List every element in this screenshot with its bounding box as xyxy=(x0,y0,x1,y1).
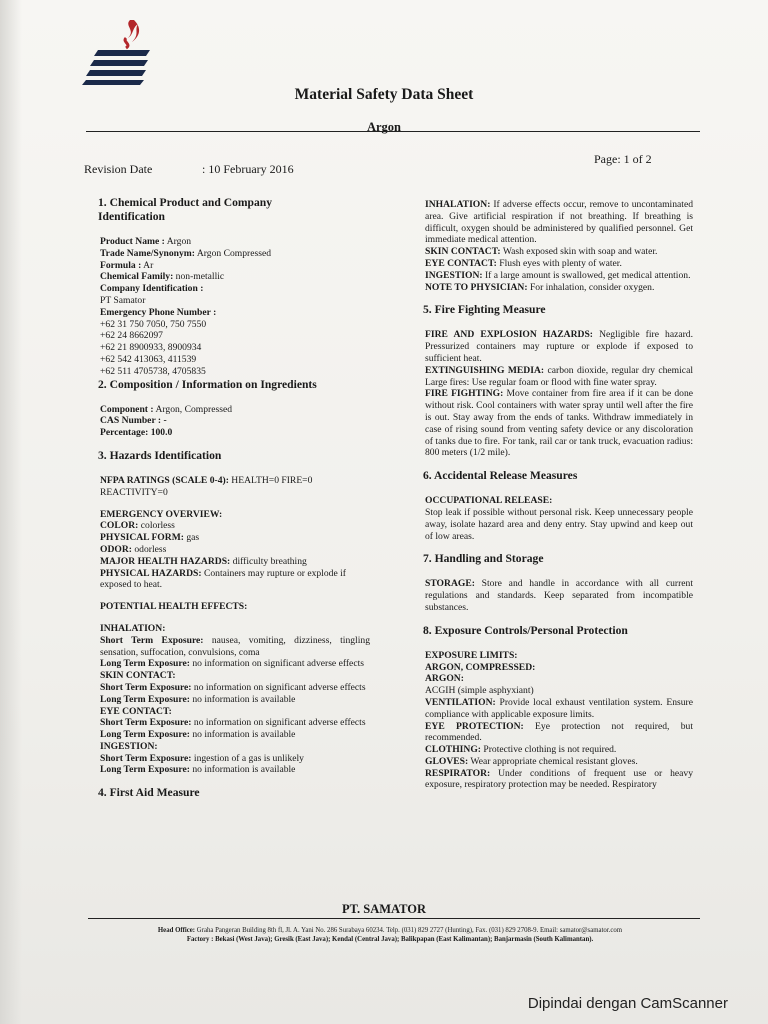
chemical-family-value: non-metallic xyxy=(173,271,225,283)
head-office-label: Head Office: xyxy=(157,927,196,934)
reactivity: REACTIVITY=0 xyxy=(100,486,168,498)
short-term-label: Short Term Exposure: xyxy=(100,717,192,729)
long-term-label: Long Term Exposure: xyxy=(100,693,190,705)
nfpa-value: HEALTH=0 FIRE=0 xyxy=(228,474,313,486)
eye-protection-label: EYE PROTECTION: xyxy=(425,720,524,732)
ingestion-label: INGESTION: xyxy=(425,269,483,281)
product-title: Argon xyxy=(366,120,402,134)
ventilation-label: VENTILATION: xyxy=(425,696,496,708)
section-7-heading: 7. Handling and Storage xyxy=(423,552,544,566)
ingestion-heading xyxy=(100,741,370,753)
revision-date xyxy=(84,162,294,177)
long-term-label: Long Term Exposure: xyxy=(100,764,190,776)
section-1-heading-line1: 1. Chemical Product and Company xyxy=(98,196,273,209)
argon-label: ARGON: xyxy=(425,673,464,685)
short-term-label: Short Term Exposure: xyxy=(100,681,192,693)
eye-contact-label: EYE CONTACT: xyxy=(100,705,172,717)
short-term-value: nausea, vomiting, dizziness, tingling sensation, suffocation, convulsions, coma xyxy=(100,634,370,658)
odor-value: odorless xyxy=(131,543,167,555)
physical-form-label: PHYSICAL FORM: xyxy=(100,532,184,544)
gloves-value: Wear appropriate chemical resistant gloves. xyxy=(468,755,638,767)
component xyxy=(100,404,370,416)
gloves-label: GLOVES: xyxy=(425,755,469,767)
phone-line: +62 24 8662097 xyxy=(100,330,163,342)
right-column xyxy=(425,199,693,791)
cas-number xyxy=(100,415,370,427)
company-identification-value: PT Samator xyxy=(100,294,146,306)
factory-value: Bekasi (West Java); Gresik (East Java); Kendal (Central Java); Balikpapan (East Kalimantan); Banjarmasin (South Kalimantan). xyxy=(213,936,594,943)
ventilation-value: Provide local exhaust ventilation system. Ensure compliance with applicable exposure limits. xyxy=(425,696,693,720)
section-1-heading-line2: Identification xyxy=(98,210,165,223)
component-value: Argon, Compressed xyxy=(153,403,233,415)
potential-health-effects xyxy=(100,601,370,613)
occupational-release-heading: OCCUPATIONAL RELEASE: xyxy=(425,495,553,507)
odor xyxy=(100,544,370,556)
skin-contact-label: SKIN CONTACT: xyxy=(425,246,501,258)
product-name-label: Product Name : xyxy=(100,236,165,247)
exposure-limits-label: EXPOSURE LIMITS: xyxy=(425,649,518,661)
major-health-value: difficulty breathing xyxy=(230,555,307,567)
ingestion-short-term xyxy=(100,753,370,765)
inhalation-long-term xyxy=(100,658,370,670)
fire-hazards-label: FIRE AND EXPLOSION HAZARDS: xyxy=(425,329,594,341)
note-to-physician xyxy=(425,282,693,294)
eye-contact-label: EYE CONTACT: xyxy=(425,257,497,269)
skin-contact-heading xyxy=(100,670,370,682)
section-6-heading: 6. Accidental Release Measures xyxy=(423,469,578,483)
footer-address xyxy=(80,926,700,944)
section-8-heading: 8. Exposure Controls/Personal Protection xyxy=(423,623,628,637)
argon xyxy=(425,673,693,685)
company-identification-label xyxy=(100,283,370,295)
eye-contact-heading xyxy=(100,706,370,718)
nfpa-ratings xyxy=(100,475,370,487)
footer-company: PT. SAMATOR xyxy=(341,902,427,916)
extinguishing-media xyxy=(425,365,693,389)
eye-short-term xyxy=(100,717,370,729)
storage-value: Store and handle in accordance with all current regulations and standards. Keep separated from incompatible substances. xyxy=(425,578,693,613)
eye-protection-value: Eye protection not required, but recommended. xyxy=(425,720,693,744)
note-label: NOTE TO PHYSICIAN: xyxy=(425,281,528,293)
trade-name-label: Trade Name/Synonym: xyxy=(100,247,195,259)
short-term-value: no information on significant adverse effects xyxy=(191,717,366,729)
camscanner-watermark: Dipindai dengan CamScanner xyxy=(527,995,728,1012)
factory xyxy=(80,935,700,944)
clothing-value: Protective clothing is not required. xyxy=(480,744,617,756)
long-term-value: no information on significant adverse effects xyxy=(189,658,364,670)
cas-label: CAS Number : - xyxy=(100,415,167,427)
skin-short-term xyxy=(100,682,370,694)
ingestion-value: If a large amount is swallowed, get medical attention. xyxy=(482,269,691,281)
argon-compressed-label: ARGON, COMPRESSED: xyxy=(425,661,536,673)
long-term-label: Long Term Exposure: xyxy=(100,729,190,741)
major-health-hazards xyxy=(100,556,370,568)
fire-hazards-value: Negligible fire hazard. Pressurized containers may rupture or explode if exposed to sufficient heat. xyxy=(425,329,693,364)
percentage xyxy=(100,427,370,439)
samator-logo-icon xyxy=(82,16,158,86)
first-aid-inhalation xyxy=(425,199,693,246)
odor-label: ODOR: xyxy=(100,543,132,555)
respirator-value: Under conditions of frequent use or heavy exposure, respiratory protection may be needed. Respiratory xyxy=(425,767,693,791)
fire-fighting-value: Move container from fire area if it can be done without risk. Cool containers with water spray until well after the fire is out. Stay away from the ends of tanks. Withdraw immediately in case of rising sound from venting safety device or any discoloration of tanks due to fire. For tank, rail car or tank truck, evacuation radius: 800 meters (1/2 mile). xyxy=(425,388,693,459)
section-3-heading: 3. Hazards Identification xyxy=(98,448,222,462)
eye-long-term xyxy=(100,729,370,741)
ingestion-label: INGESTION: xyxy=(100,740,158,752)
clothing xyxy=(425,744,693,756)
note-value: For inhalation, consider oxygen. xyxy=(527,281,655,293)
physical-hazards xyxy=(100,568,370,592)
physical-form-value: gas xyxy=(183,532,200,544)
chemical-family-label: Chemical Family: xyxy=(100,271,174,283)
acgih: ACGIH (simple asphyxiant) xyxy=(425,685,534,697)
short-term-value: ingestion of a gas is unlikely xyxy=(191,752,304,764)
skin-contact-value: Wash exposed skin with soap and water. xyxy=(500,246,658,258)
formula-label: Formula : xyxy=(100,259,142,271)
long-term-value: no information is available xyxy=(189,764,296,776)
respirator-label: RESPIRATOR: xyxy=(425,767,491,779)
first-aid-skin xyxy=(425,246,693,258)
extinguishing-label: EXTINGUISHING MEDIA: xyxy=(425,364,545,376)
long-term-value: no information is available xyxy=(189,729,296,741)
page-number: Page: 1 of 2 xyxy=(594,152,652,166)
physical-hazards-value: Containers may rupture or explode if exposed to heat. xyxy=(100,567,346,591)
exposure-limits xyxy=(425,650,693,662)
chemical-family xyxy=(100,271,370,283)
revision-label: Revision Date xyxy=(84,162,153,176)
head-office xyxy=(80,926,700,935)
fire-explosion-hazards xyxy=(425,329,693,364)
color-label: COLOR: xyxy=(100,520,139,532)
phone-line: +62 31 750 7050, 750 7550 xyxy=(100,318,207,330)
short-term-value: no information on significant adverse effects xyxy=(191,681,366,693)
gloves xyxy=(425,756,693,768)
storage xyxy=(425,578,693,613)
trade-name-value: Argon Compressed xyxy=(194,247,272,259)
major-health-label: MAJOR HEALTH HAZARDS: xyxy=(100,555,231,567)
occupational-release-value: Stop leak if possible without personal risk. Keep unnecessary people away, isolate hazard area and deny entry. Stay upwind and keep out of low areas. xyxy=(425,506,693,542)
occupational-release-label xyxy=(425,495,693,507)
inhalation-heading xyxy=(100,623,370,635)
emergency-overview xyxy=(100,509,370,521)
factory-label: Factory : xyxy=(186,936,214,943)
trade-name xyxy=(100,248,370,260)
left-column xyxy=(100,196,370,812)
inhalation-label: INHALATION: xyxy=(425,199,491,210)
section-2-heading: 2. Composition / Information on Ingredients xyxy=(98,377,317,391)
color-value: colorless xyxy=(138,520,175,532)
footer-divider xyxy=(88,918,700,919)
section-4-heading: 4. First Aid Measure xyxy=(98,786,200,800)
phone-line: +62 542 413063, 411539 xyxy=(100,353,197,365)
inhalation-short-term xyxy=(100,635,370,659)
head-office-value: Graha Pangeran Building 8th fl, Jl. A. Yani No. 286 Surabaya 60234. Telp. (031) 829 2727 (Hunting), Fax. (031) 829 2708-9. Email: samator@samator.com xyxy=(195,927,623,934)
physical-hazards-label: PHYSICAL HAZARDS: xyxy=(100,567,202,579)
emergency-overview-label: EMERGENCY OVERVIEW: xyxy=(100,508,223,520)
storage-label: STORAGE: xyxy=(425,578,475,590)
color xyxy=(100,520,370,532)
eye-protection xyxy=(425,721,693,745)
fire-fighting-label: FIRE FIGHTING: xyxy=(425,388,504,400)
respirator xyxy=(425,768,693,792)
short-term-label: Short Term Exposure: xyxy=(100,752,192,764)
product-name xyxy=(100,236,370,248)
revision-value: : 10 February 2016 xyxy=(202,162,294,176)
ingestion-long-term xyxy=(100,764,370,776)
long-term-label: Long Term Exposure: xyxy=(100,658,190,670)
section-1-heading xyxy=(98,196,370,224)
extinguishing-value: carbon dioxide, regular dry chemical Large fires: Use regular foam or flood with fine water spray. xyxy=(425,364,693,388)
inhalation-label: INHALATION: xyxy=(100,622,166,634)
long-term-value: no information is available xyxy=(189,693,296,705)
ventilation xyxy=(425,697,693,721)
component-label: Component : xyxy=(100,403,154,415)
document-title: Material Safety Data Sheet xyxy=(294,86,474,103)
argon-compressed xyxy=(425,662,693,674)
skin-contact-label: SKIN CONTACT: xyxy=(100,670,176,682)
emergency-phone-label xyxy=(100,307,370,319)
first-aid-ingestion xyxy=(425,270,693,282)
physical-form xyxy=(100,532,370,544)
formula xyxy=(100,260,370,272)
nfpa-label: NFPA RATINGS (SCALE 0-4): xyxy=(100,474,229,486)
company-label: Company Identification : xyxy=(100,283,204,295)
product-name-value: Argon xyxy=(164,236,192,247)
skin-long-term xyxy=(100,694,370,706)
section-5-heading: 5. Fire Fighting Measure xyxy=(423,303,546,317)
potential-health-label: POTENTIAL HEALTH EFFECTS: xyxy=(100,601,248,613)
phone-label: Emergency Phone Number : xyxy=(100,306,217,318)
percentage-label: Percentage: 100.0 xyxy=(100,427,173,439)
fire-fighting xyxy=(425,388,693,459)
first-aid-eye xyxy=(425,258,693,270)
short-term-label: Short Term Exposure: xyxy=(100,634,204,646)
phone-line: +62 511 4705738, 4705835 xyxy=(100,365,206,377)
phone-line: +62 21 8900933, 8900934 xyxy=(100,342,202,354)
scan-edge-shadow xyxy=(0,0,22,1024)
inhalation-value: If adverse effects occur, remove to uncontaminated area. Give artificial respiration if not breathing. If breathing is difficult, oxygen should be administered by qualified personnel. Get immediate medical attention. xyxy=(425,199,693,246)
header-divider xyxy=(86,131,700,132)
clothing-label: CLOTHING: xyxy=(425,744,481,756)
formula-value: Ar xyxy=(141,259,154,271)
eye-contact-value: Flush eyes with plenty of water. xyxy=(496,257,622,269)
